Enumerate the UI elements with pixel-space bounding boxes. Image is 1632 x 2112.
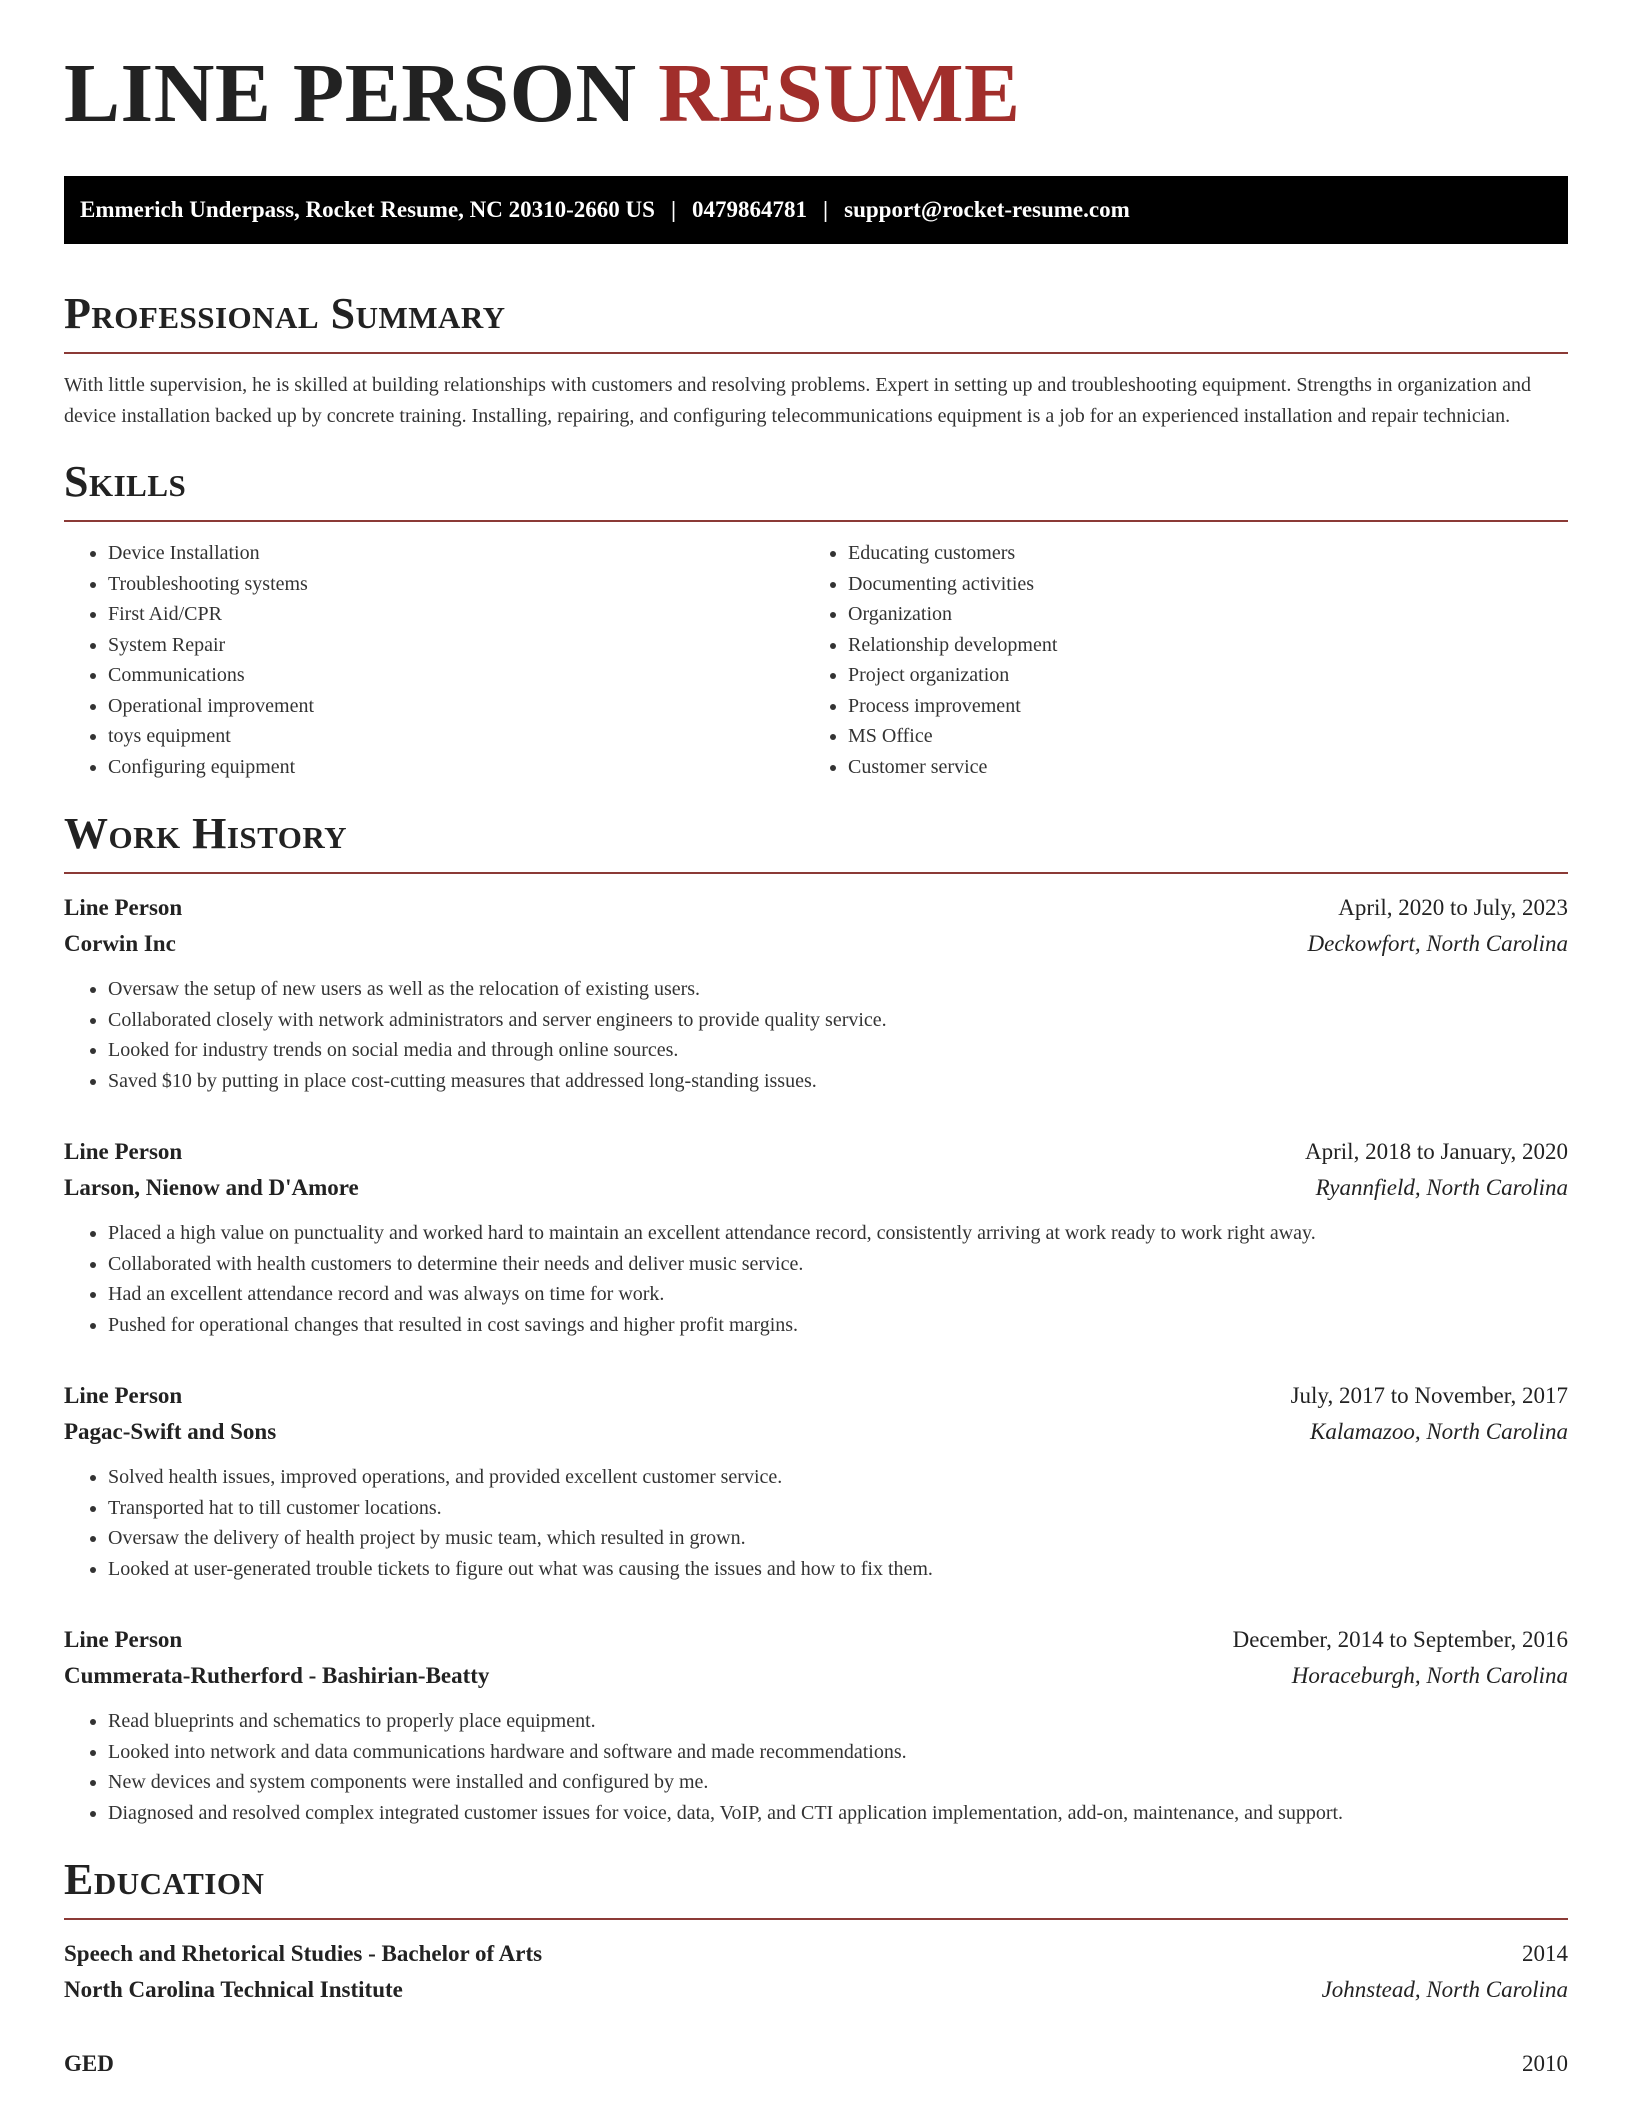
job-company: Cummerata-Rutherford - Bashirian-Beatty [64,1663,490,1688]
skills-heading: Skills [64,460,1568,522]
job-bullets [64,1706,1568,1828]
job-dates: April, 2020 to July, 2023 [1338,895,1568,920]
contact-email[interactable]: support@rocket-resume.com [844,197,1130,222]
job-location: Horaceburgh, North Carolina [1291,1663,1568,1688]
job-bullet: • Diagnosed and resolved complex integrated customer issues for voice, data, VoIP, and CTI application implementation, add-on, maintenance, and support. [108,1798,1568,1829]
skills-columns [64,538,1568,782]
education-location: Johnstead, North Carolina [1321,1977,1568,2002]
education-degree: Speech and Rhetorical Studies - Bachelor of Arts [64,1941,543,1966]
job-bullet: • Read blueprints and schematics to properly place equipment. [108,1706,1568,1737]
skill-item: • Project organization [848,660,1544,691]
job-bullet: • Saved $10 by putting in place cost-cutting measures that addressed long-standing issues. [108,1066,1568,1097]
title-accent: RESUME [658,47,1021,140]
job-location: Deckowfort, North Carolina [1307,931,1568,956]
skill-item: • MS Office [848,721,1544,752]
job-bullet: • Oversaw the delivery of health project by music team, which resulted in grown. [108,1523,1568,1554]
job-title: Line Person [64,1139,183,1164]
skill-item: • Organization [848,599,1544,630]
skill-item: • Troubleshooting systems [108,569,804,600]
job-bullet: • Transported hat to till customer locations. [108,1493,1568,1524]
skill-item: • System Repair [108,630,804,661]
job-company: Larson, Nienow and D'Amore [64,1175,359,1200]
summary-heading: Professional Summary [64,292,1568,354]
job-bullet: • Had an excellent attendance record and was always on time for work. [108,1279,1568,1310]
contact-bar [64,176,1568,244]
skill-item: • Relationship development [848,630,1544,661]
education-entry [64,1936,1568,2008]
job-bullets [64,1462,1568,1584]
resume-title [64,0,1568,140]
job-bullet: • Oversaw the setup of new users as well as the relocation of existing users. [108,974,1568,1005]
job-location: Ryannfield, North Carolina [1315,1175,1568,1200]
job-entry [64,1134,1568,1340]
skill-item: • Device Installation [108,538,804,569]
education-year: 2010 [1522,2051,1568,2076]
skill-item: • toys equipment [108,721,804,752]
job-bullet: • Placed a high value on punctuality and worked hard to maintain an excellent attendance record, consistently arriving at work ready to work right away. [108,1218,1568,1249]
skill-item: • Process improvement [848,691,1544,722]
work-history-section [64,809,1568,1828]
skill-item: • Customer service [848,752,1544,783]
skill-item: • First Aid/CPR [108,599,804,630]
job-title: Line Person [64,1383,183,1408]
job-company: Pagac-Swift and Sons [64,1419,277,1444]
job-dates: July, 2017 to November, 2017 [1290,1383,1568,1408]
job-dates: April, 2018 to January, 2020 [1305,1139,1568,1164]
skill-item: • Operational improvement [108,691,804,722]
job-company: Corwin Inc [64,931,176,956]
job-dates: December, 2014 to September, 2016 [1232,1627,1568,1652]
contact-phone[interactable]: 0479864781 [692,197,808,222]
job-entry [64,1378,1568,1584]
education-school: North Carolina Technical Institute [64,1977,403,2002]
job-bullet: • Pushed for operational changes that resulted in cost savings and higher profit margins. [108,1310,1568,1341]
contact-address: Emmerich Underpass, Rocket Resume, NC 20310-2660 US [80,197,655,222]
skill-item: • Configuring equipment [108,752,804,783]
title-main: LINE PERSON [64,47,637,140]
education-year: 2014 [1522,1941,1568,1966]
job-bullets [64,1218,1568,1340]
contact-separator: | [670,197,677,222]
job-entry [64,1622,1568,1828]
job-bullet: • Collaborated with health customers to determine their needs and deliver music service. [108,1249,1568,1280]
job-bullet: • Looked for industry trends on social media and through online sources. [108,1035,1568,1066]
summary-text: With little supervision, he is skilled at building relationships with customers and resolving problems. Expert in setting up and troubleshooting equipment. Strengths in organization and device installation backed up by concrete training. Installing, repairing, and configuring telecommunications equipment is a job for an experienced installation and repair technician. [64,374,1531,427]
job-bullet: • Solved health issues, improved operations, and provided excellent customer service. [108,1462,1568,1493]
education-section [64,1855,1568,2082]
skill-item: • Educating customers [848,538,1544,569]
contact-separator: | [823,197,829,222]
education-heading: Education [64,1858,1568,1920]
skill-item: • Documenting activities [848,569,1544,600]
job-title: Line Person [64,895,183,920]
education-entry [64,2046,1568,2082]
job-bullet: • Collaborated closely with network administrators and server engineers to provide quality service. [108,1005,1568,1036]
skills-left-list [64,538,804,782]
job-bullet: • Looked at user-generated trouble tickets to figure out what was causing the issues and how to fix them. [108,1554,1568,1585]
work-history-heading: Work History [64,812,1568,874]
job-entry [64,890,1568,1096]
job-bullets [64,974,1568,1096]
skill-item: • Communications [108,660,804,691]
skills-section [64,457,1568,782]
job-location: Kalamazoo, North Carolina [1310,1419,1568,1444]
skills-right-list [804,538,1544,782]
job-title: Line Person [64,1627,183,1652]
job-bullet: • New devices and system components were installed and configured by me. [108,1767,1568,1798]
education-degree: GED [64,2051,114,2076]
summary-section [64,289,1568,432]
job-bullet: • Looked into network and data communications hardware and software and made recommendations. [108,1737,1568,1768]
